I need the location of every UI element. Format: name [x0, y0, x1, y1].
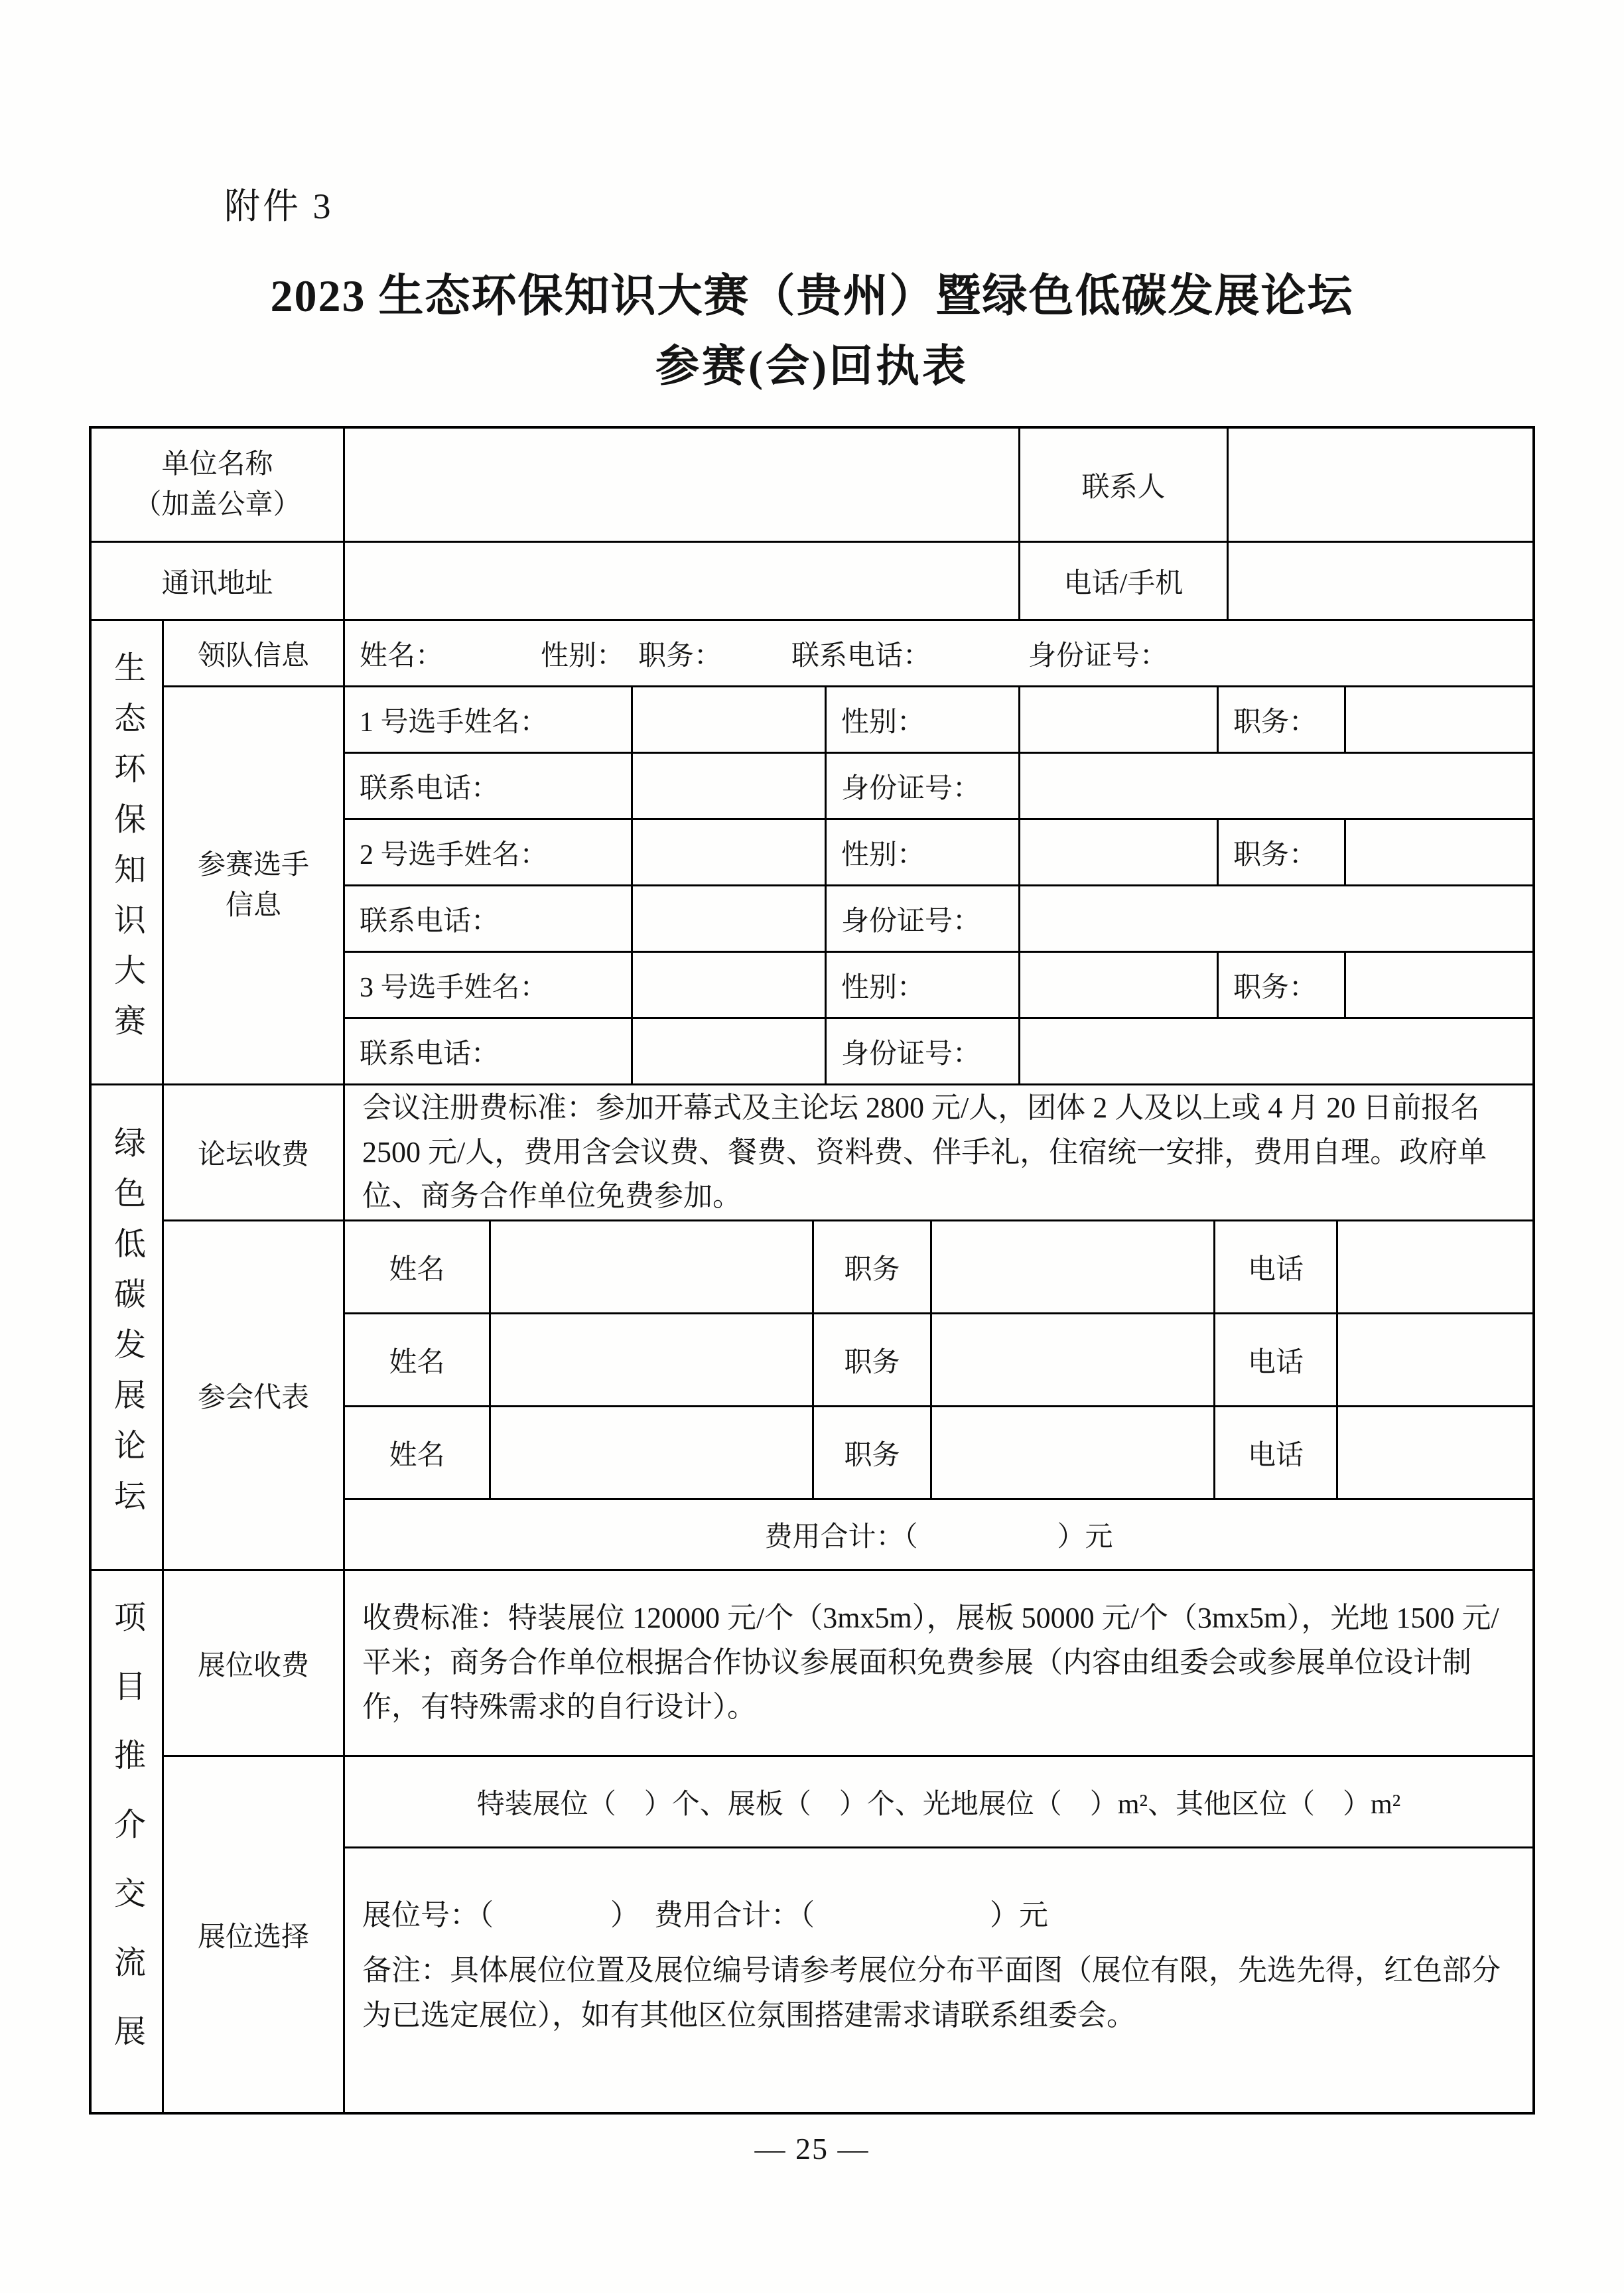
- players-rows: [345, 687, 1532, 1085]
- player-1-duty-value-cell: [1346, 687, 1532, 754]
- delegate-3-duty-label: 职务: [814, 1407, 932, 1500]
- table-row: [345, 1019, 1532, 1085]
- table-row: [345, 1500, 1532, 1571]
- players-block: [164, 687, 1532, 1085]
- table-row: [345, 1314, 1532, 1407]
- table-row: [164, 1085, 1532, 1221]
- table-row: [164, 621, 1532, 687]
- booth-fee-label: 展位收费: [164, 1571, 345, 1757]
- booth-select-block: [164, 1757, 1532, 2112]
- leader-info-label: 领队信息: [164, 621, 345, 687]
- leader-info-fields: 姓名： 性别： 职务： 联系电话： 身份证号：: [345, 621, 1532, 687]
- player-2-duty-label: 职务：: [1219, 820, 1346, 886]
- delegate-3-name-value-cell: [491, 1407, 814, 1500]
- table-row: [345, 687, 1532, 754]
- player-2-name-value-cell: [633, 820, 827, 886]
- delegate-1-name-value-cell: [491, 1221, 814, 1314]
- contact-person-label: 联系人: [1020, 429, 1229, 543]
- section-forum: [92, 1085, 1532, 1571]
- unit-name-label-line1: 单位名称: [161, 449, 273, 480]
- player-3-name-value-cell: [633, 953, 827, 1019]
- booth-fee-text-cell: [345, 1571, 1532, 1757]
- document-title-line1: 2023 生态环保知识大赛（贵州）暨绿色低碳发展论坛: [270, 271, 1354, 321]
- delegate-1-duty-value-cell: [932, 1221, 1215, 1314]
- player-3-duty-value-cell: [1346, 953, 1532, 1019]
- section-forum-body: [164, 1085, 1532, 1571]
- player-1-id-value-cell: [1020, 754, 1532, 820]
- section-exhibition-title-cell: [92, 1571, 164, 2112]
- section-forum-title: 绿色低碳发展论坛: [109, 1125, 145, 1529]
- unit-name-value-cell: [345, 429, 1020, 543]
- delegate-2-duty-label: 职务: [814, 1314, 932, 1407]
- table-row: [92, 429, 1532, 543]
- player-1-duty-label: 职务：: [1219, 687, 1346, 754]
- address-value-cell: [345, 543, 1020, 621]
- section-forum-title-cell: [92, 1085, 164, 1571]
- delegate-1-duty-label: 职务: [814, 1221, 932, 1314]
- player-1-phone-label: 联系电话：: [345, 754, 633, 820]
- attachment-label: 附件 3: [224, 186, 334, 226]
- booth-counts-line: 特装展位（ ）个、展板（ ）个、光地展位（ ）m²、其他区位（ ）m²: [345, 1757, 1532, 1848]
- delegate-3-phone-value-cell: [1338, 1407, 1532, 1500]
- player-1-phone-value-cell: [633, 754, 827, 820]
- phone-mobile-label: 电话/手机: [1020, 543, 1229, 621]
- player-1-name-label: 1 号选手姓名：: [345, 687, 633, 754]
- player-2-phone-value-cell: [633, 886, 827, 953]
- forum-total-fee: 费用合计：（ ）元: [345, 1500, 1532, 1571]
- table-row: [92, 543, 1532, 621]
- delegate-2-name-label: 姓名: [345, 1314, 491, 1407]
- table-row: [164, 1571, 1532, 1757]
- table-row: [345, 1757, 1532, 1848]
- delegate-2-duty-value-cell: [932, 1314, 1215, 1407]
- player-1-gender-label: 性别：: [827, 687, 1020, 754]
- table-row: [345, 820, 1532, 886]
- table-row: [345, 754, 1532, 820]
- delegate-3-name-label: 姓名: [345, 1407, 491, 1500]
- booth-select-content: [345, 1848, 1532, 2112]
- delegate-1-phone-value-cell: [1338, 1221, 1532, 1314]
- delegates-rows: [345, 1221, 1532, 1571]
- delegate-1-phone-label: 电话: [1215, 1221, 1338, 1314]
- player-3-duty-label: 职务：: [1219, 953, 1346, 1019]
- player-2-duty-value-cell: [1346, 820, 1532, 886]
- document-title-line2: 参赛(会)回执表: [655, 342, 969, 391]
- section-competition-title: 生态环保知识大赛: [109, 650, 145, 1054]
- table-row: [345, 886, 1532, 953]
- booth-select-label: 展位选择: [164, 1757, 345, 2112]
- player-1-name-value-cell: [633, 687, 827, 754]
- delegate-3-duty-value-cell: [932, 1407, 1215, 1500]
- player-2-id-label: 身份证号：: [827, 886, 1020, 953]
- table-row: [345, 1221, 1532, 1314]
- players-info-label: [164, 687, 345, 1085]
- player-3-gender-value-cell: [1020, 953, 1219, 1019]
- booth-select-rows: [345, 1757, 1532, 2112]
- delegates-block: [164, 1221, 1532, 1571]
- player-3-phone-label: 联系电话：: [345, 1019, 633, 1085]
- player-3-gender-label: 性别：: [827, 953, 1020, 1019]
- forum-fee-text-cell: [345, 1085, 1532, 1221]
- player-3-phone-value-cell: [633, 1019, 827, 1085]
- player-1-gender-value-cell: [1020, 687, 1219, 754]
- address-label: 通讯地址: [92, 543, 345, 621]
- player-2-id-value-cell: [1020, 886, 1532, 953]
- unit-name-label-line2: （加盖公章）: [133, 489, 301, 520]
- section-competition-body: [164, 621, 1532, 1085]
- phone-mobile-value-cell: [1229, 543, 1532, 621]
- section-exhibition-title: 项目推介交流展: [109, 1600, 145, 2083]
- table-row: [345, 1407, 1532, 1500]
- players-info-label-line1: 参赛选手: [197, 849, 309, 880]
- delegate-2-phone-value-cell: [1338, 1314, 1532, 1407]
- booth-note: 备注：具体展位位置及展位编号请参考展位分布平面图（展位有限，先选先得，红色部分为已选定展位），如有其他区位氛围搭建需求请联系组委会。: [362, 1954, 1501, 2032]
- delegate-3-phone-label: 电话: [1215, 1407, 1338, 1500]
- delegate-2-phone-label: 电话: [1215, 1314, 1338, 1407]
- player-2-phone-label: 联系电话：: [345, 886, 633, 953]
- section-competition-title-cell: [92, 621, 164, 1085]
- player-2-gender-label: 性别：: [827, 820, 1020, 886]
- booth-number-line: 展位号：（ ） 费用合计：（ ）元: [362, 1899, 1048, 1931]
- section-exhibition-body: [164, 1571, 1532, 2112]
- form-table: [89, 426, 1535, 2115]
- contact-person-value-cell: [1229, 429, 1532, 543]
- player-2-name-label: 2 号选手姓名：: [345, 820, 633, 886]
- player-1-id-label: 身份证号：: [827, 754, 1020, 820]
- players-info-label-line2: 信息: [225, 890, 281, 921]
- forum-fee-label: 论坛收费: [164, 1085, 345, 1221]
- delegate-1-name-label: 姓名: [345, 1221, 491, 1314]
- table-row: [345, 953, 1532, 1019]
- page-number: — 25 —: [754, 2132, 870, 2166]
- section-exhibition: [92, 1571, 1532, 2112]
- player-2-gender-value-cell: [1020, 820, 1219, 886]
- player-3-id-value-cell: [1020, 1019, 1532, 1085]
- forum-fee-text: 会议注册费标准：参加开幕式及主论坛 2800 元/人，团体 2 人及以上或 4 月 20 日前报名 2500 元/人，费用含会议费、餐费、资料费、伴手礼，住宿统一安排，费用自理。政府单位、商务合作单位免费参加。: [362, 1091, 1487, 1213]
- booth-fee-text: 收费标准：特装展位 120000 元/个（3mx5m），展板 50000 元/个（3mx5m），光地 1500 元/平米；商务合作单位根据合作协议参展面积免费参展（内容由组委会或参展单位设计制作，有特殊需求的自行设计）。: [362, 1602, 1499, 1723]
- delegate-2-name-value-cell: [491, 1314, 814, 1407]
- unit-name-label: [92, 429, 345, 543]
- player-3-name-label: 3 号选手姓名：: [345, 953, 633, 1019]
- section-competition: [92, 621, 1532, 1085]
- table-row: [345, 1848, 1532, 2112]
- delegates-label: 参会代表: [164, 1221, 345, 1571]
- player-3-id-label: 身份证号：: [827, 1019, 1020, 1085]
